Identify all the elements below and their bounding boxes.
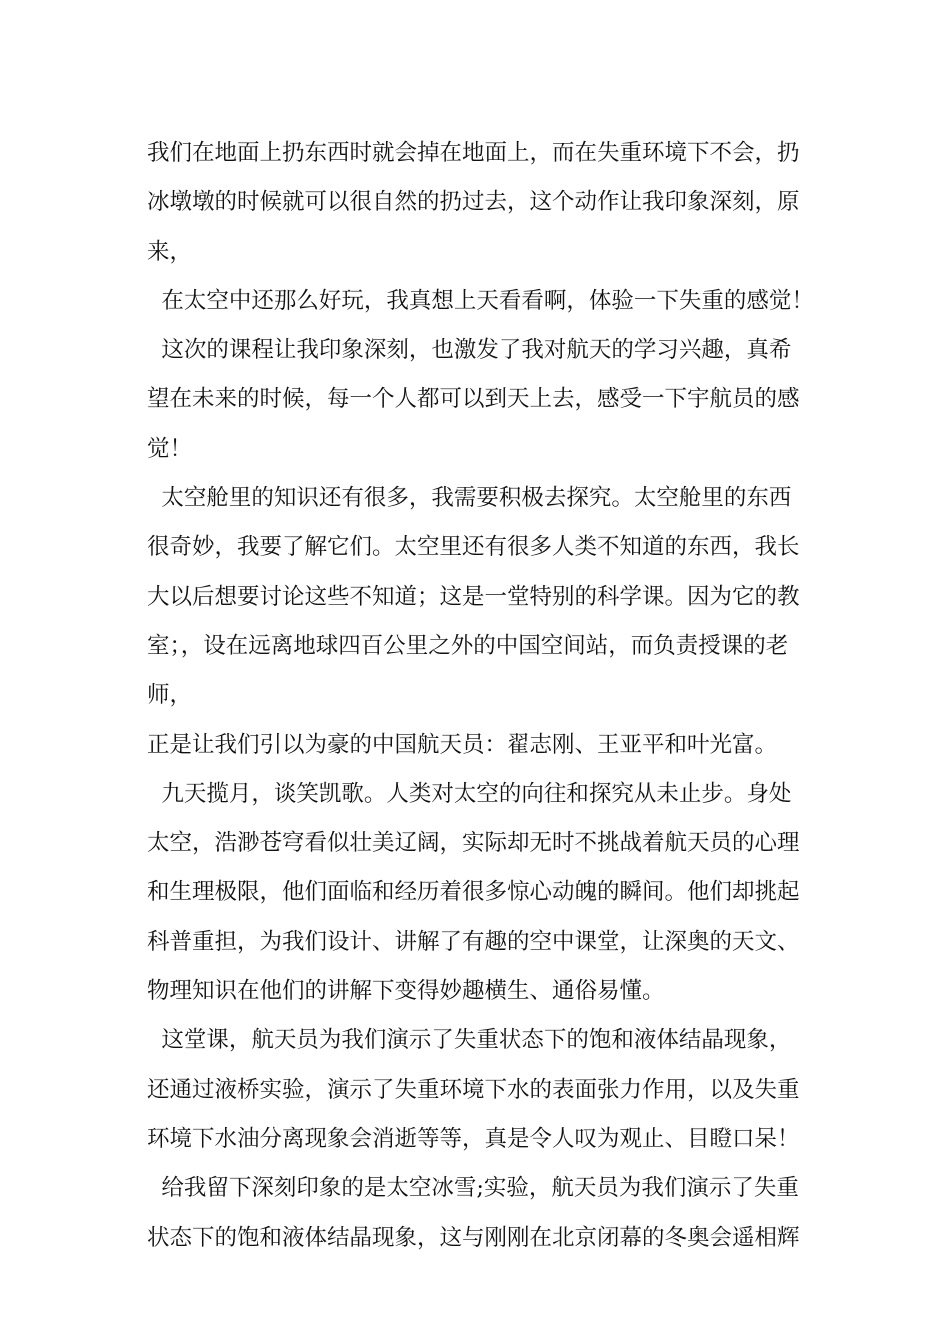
paragraph-3: 这次的课程让我印象深刻，也激发了我对航天的学习兴趣，真希 望在未来的时候，每一个人都可以到天上去，感受一下宇航员的感 觉！ xyxy=(147,337,800,462)
paragraph-2: 在太空中还那么好玩，我真想上天看看啊，体验一下失重的感觉！ xyxy=(147,287,814,314)
paragraph-6: 这堂课，航天员为我们演示了失重状态下的饱和液体结晶现象， 还通过液桥实验，演示了失重环境下水的表面张力作用，以及失重 环境下水油分离现象会消逝等等，真是令人叹为观止、目瞪口呆！ xyxy=(147,1027,800,1152)
paragraph-4: 太空舱里的知识还有很多，我需要积极去探究。太空舱里的东西 很奇妙，我要了解它们。太空里还有很多人类不知道的东西，我长 大以后想要讨论这些不知道；这是一堂特别的科学课。因为它的教 室；，设在远离地球四百公里之外的中国空间站，而负责授课的老师， 正是让我们引以为豪的中国航天员：翟志刚、王亚平和叶光富。 xyxy=(147,485,800,758)
body-text xyxy=(147,129,827,1263)
paragraph-5: 九天揽月，谈笑凯歌。人类对太空的向往和探究从未止步。身处 太空，浩渺苍穹看似壮美辽阔，实际却无时不挑战着航天员的心理 和生理极限，他们面临和经历着很多惊心动魄的瞬间。他们却挑起 科普重担，为我们设计、讲解了有趣的空中课堂，让深奥的天文、 物理知识在他们的讲解下变得妙趣横生、通俗易懂。 xyxy=(147,780,800,1005)
paragraph-7: 给我留下深刻印象的是太空冰雪;实验，航天员为我们演示了失重 状态下的饱和液体结晶现象，这与刚刚在北京闭幕的冬奥会遥相辉 xyxy=(147,1175,800,1251)
paragraph-1: 我们在地面上扔东西时就会掉在地面上，而在失重环境下不会，扔 冰墩墩的时候就可以很自然的扔过去，这个动作让我印象深刻，原 来， xyxy=(147,140,800,265)
